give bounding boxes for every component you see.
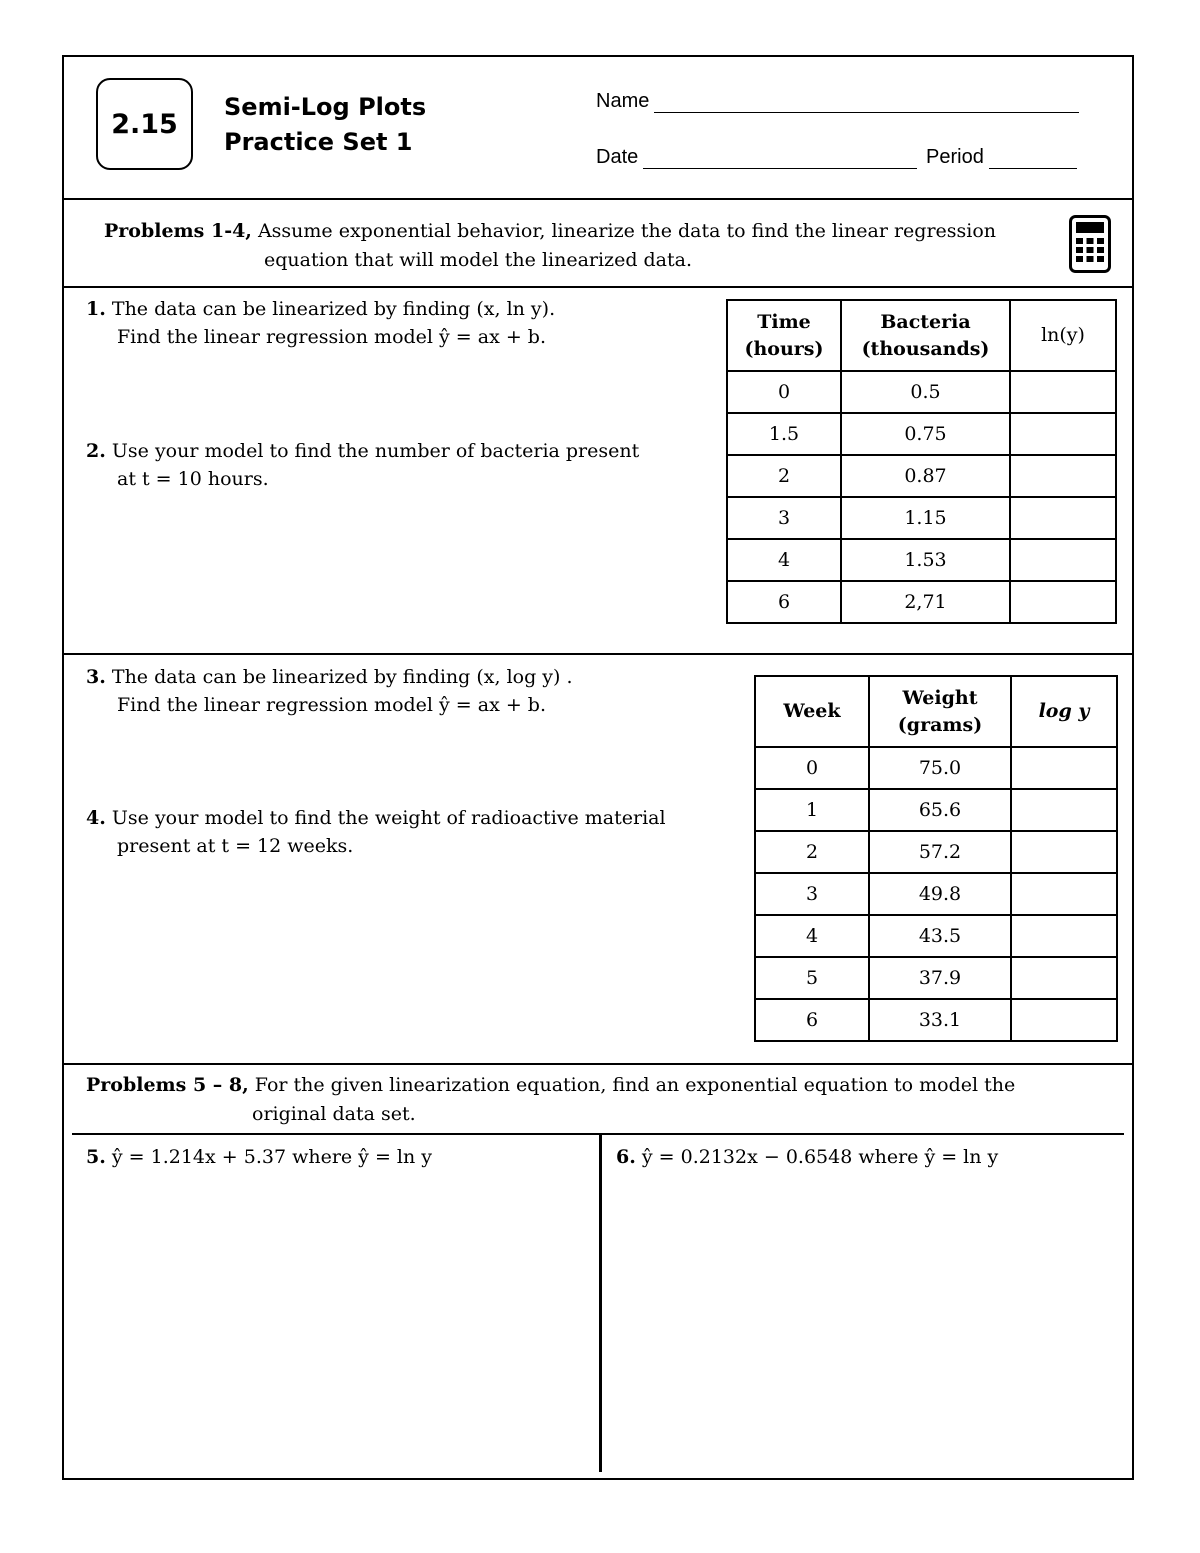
- name-label: Name: [596, 90, 650, 112]
- date-field[interactable]: [596, 146, 917, 169]
- table-row: [727, 413, 1116, 455]
- problem-4: [86, 804, 666, 860]
- table-row: [755, 789, 1117, 831]
- cell-weight: 49.8: [869, 873, 1011, 915]
- name-field[interactable]: [596, 90, 1079, 113]
- cell-time: 6: [727, 581, 841, 623]
- table-row: [755, 999, 1117, 1041]
- problem-6: [616, 1143, 998, 1171]
- cell-bacteria: 2,71: [841, 581, 1010, 623]
- problem-2-line-2: at t = 10 hours.: [117, 468, 269, 490]
- name-blank[interactable]: [654, 94, 1079, 113]
- problem-4-line-2: present at t = 12 weeks.: [117, 835, 354, 857]
- cell-weight: 37.9: [869, 957, 1011, 999]
- date-label: Date: [596, 146, 639, 168]
- bacteria-table: [726, 299, 1117, 624]
- section-3-divider: [64, 1063, 1132, 1065]
- cell-log-y[interactable]: [1011, 873, 1117, 915]
- section-2-heading-line-1: For the given linearization equation, find an exponential equation to model the: [248, 1074, 1016, 1096]
- cell-week: 4: [755, 915, 869, 957]
- table-row: [727, 497, 1116, 539]
- cell-weight: 33.1: [869, 999, 1011, 1041]
- problem-1-line-1: The data can be linearized by finding (x, ln y).: [111, 298, 556, 320]
- cell-week: 5: [755, 957, 869, 999]
- cell-week: 0: [755, 747, 869, 789]
- cell-log-y[interactable]: [1011, 915, 1117, 957]
- section-2-heading-line-2: original data set.: [252, 1103, 416, 1125]
- section-1-heading-line-1: Assume exponential behavior, linearize the data to find the linear regression: [251, 220, 997, 242]
- problem-3-line-1: The data can be linearized by finding (x, log y) .: [111, 666, 573, 688]
- column-header-ln-y: ln(y): [1010, 300, 1116, 371]
- column-header-time: Time (hours): [727, 300, 841, 371]
- title-line-2: Practice Set 1: [224, 128, 413, 156]
- problem-2: [86, 437, 639, 493]
- cell-bacteria: 1.53: [841, 539, 1010, 581]
- cell-time: 2: [727, 455, 841, 497]
- table-header-row: [727, 300, 1116, 371]
- cell-bacteria: 0.75: [841, 413, 1010, 455]
- problem-3: [86, 663, 573, 719]
- table-row: [727, 455, 1116, 497]
- cell-ln-y[interactable]: [1010, 413, 1116, 455]
- cell-time: 4: [727, 539, 841, 581]
- cell-bacteria: 0.5: [841, 371, 1010, 413]
- cell-weight: 57.2: [869, 831, 1011, 873]
- section-2-instructions: [86, 1071, 1086, 1129]
- problem-4-line-1: Use your model to find the weight of radioactive material: [111, 807, 666, 829]
- cell-log-y[interactable]: [1011, 999, 1117, 1041]
- table-row: [727, 371, 1116, 413]
- problem-1-line-2: Find the linear regression model ŷ = ax + b.: [117, 326, 547, 348]
- cell-weight: 65.6: [869, 789, 1011, 831]
- column-header-week: Week: [755, 676, 869, 747]
- cell-log-y[interactable]: [1011, 831, 1117, 873]
- cell-week: 2: [755, 831, 869, 873]
- cell-week: 6: [755, 999, 869, 1041]
- column-header-bacteria: Bacteria (thousands): [841, 300, 1010, 371]
- cell-ln-y[interactable]: [1010, 455, 1116, 497]
- worksheet-title: [224, 90, 426, 160]
- cell-bacteria: 0.87: [841, 455, 1010, 497]
- cell-log-y[interactable]: [1011, 747, 1117, 789]
- date-blank[interactable]: [643, 150, 917, 169]
- problem-5: [86, 1143, 432, 1171]
- table-row: [727, 581, 1116, 623]
- table-row: [755, 747, 1117, 789]
- table-row: [755, 873, 1117, 915]
- title-line-1: Semi-Log Plots: [224, 93, 427, 121]
- problem-6-number: 6.: [616, 1146, 636, 1168]
- problem-3-line-2: Find the linear regression model ŷ = ax + b.: [117, 694, 547, 716]
- cell-time: 3: [727, 497, 841, 539]
- cell-ln-y[interactable]: [1010, 371, 1116, 413]
- cell-log-y[interactable]: [1011, 957, 1117, 999]
- problem-5-equation: ŷ = 1.214x + 5.37 where ŷ = ln y: [111, 1146, 433, 1168]
- weight-table: [754, 675, 1118, 1042]
- header-divider: [64, 198, 1132, 200]
- section-1-divider: [64, 286, 1132, 288]
- cell-ln-y[interactable]: [1010, 581, 1116, 623]
- table-row: [727, 539, 1116, 581]
- cell-log-y[interactable]: [1011, 789, 1117, 831]
- problem-6-equation: ŷ = 0.2132x − 0.6548 where ŷ = ln y: [641, 1146, 999, 1168]
- cell-ln-y[interactable]: [1010, 539, 1116, 581]
- table-row: [755, 957, 1117, 999]
- problem-4-number: 4.: [86, 807, 106, 829]
- lesson-number: 2.15: [111, 108, 178, 140]
- cell-weight: 43.5: [869, 915, 1011, 957]
- lesson-number-badge: [96, 78, 193, 170]
- table-row: [755, 831, 1117, 873]
- column-header-log-y: log y: [1011, 676, 1117, 747]
- worksheet-page: [62, 55, 1134, 1480]
- calculator-icon: [1069, 215, 1111, 277]
- table-header-row: [755, 676, 1117, 747]
- cell-time: 1.5: [727, 413, 841, 455]
- section-1-instructions: [104, 217, 1054, 275]
- problem-3-number: 3.: [86, 666, 106, 688]
- period-blank[interactable]: [989, 150, 1077, 169]
- section-2-heading-bold: Problems 5 – 8,: [86, 1074, 249, 1096]
- section-1-heading-bold: Problems 1-4,: [104, 220, 252, 242]
- problem-1: [86, 295, 555, 351]
- period-field[interactable]: [926, 146, 1077, 169]
- problem-5-number: 5.: [86, 1146, 106, 1168]
- cell-bacteria: 1.15: [841, 497, 1010, 539]
- section-1-heading-line-2: equation that will model the linearized data.: [264, 249, 693, 271]
- column-header-weight: Weight (grams): [869, 676, 1011, 747]
- cell-week: 1: [755, 789, 869, 831]
- problems-5-6-divider: [599, 1134, 602, 1472]
- problem-2-number: 2.: [86, 440, 106, 462]
- cell-weight: 75.0: [869, 747, 1011, 789]
- problem-2-line-1: Use your model to find the number of bacteria present: [111, 440, 640, 462]
- table-row: [755, 915, 1117, 957]
- period-label: Period: [926, 146, 984, 168]
- cell-ln-y[interactable]: [1010, 497, 1116, 539]
- section-2-divider: [64, 653, 1132, 655]
- cell-time: 0: [727, 371, 841, 413]
- problem-1-number: 1.: [86, 298, 106, 320]
- cell-week: 3: [755, 873, 869, 915]
- section-4-divider: [72, 1133, 1124, 1135]
